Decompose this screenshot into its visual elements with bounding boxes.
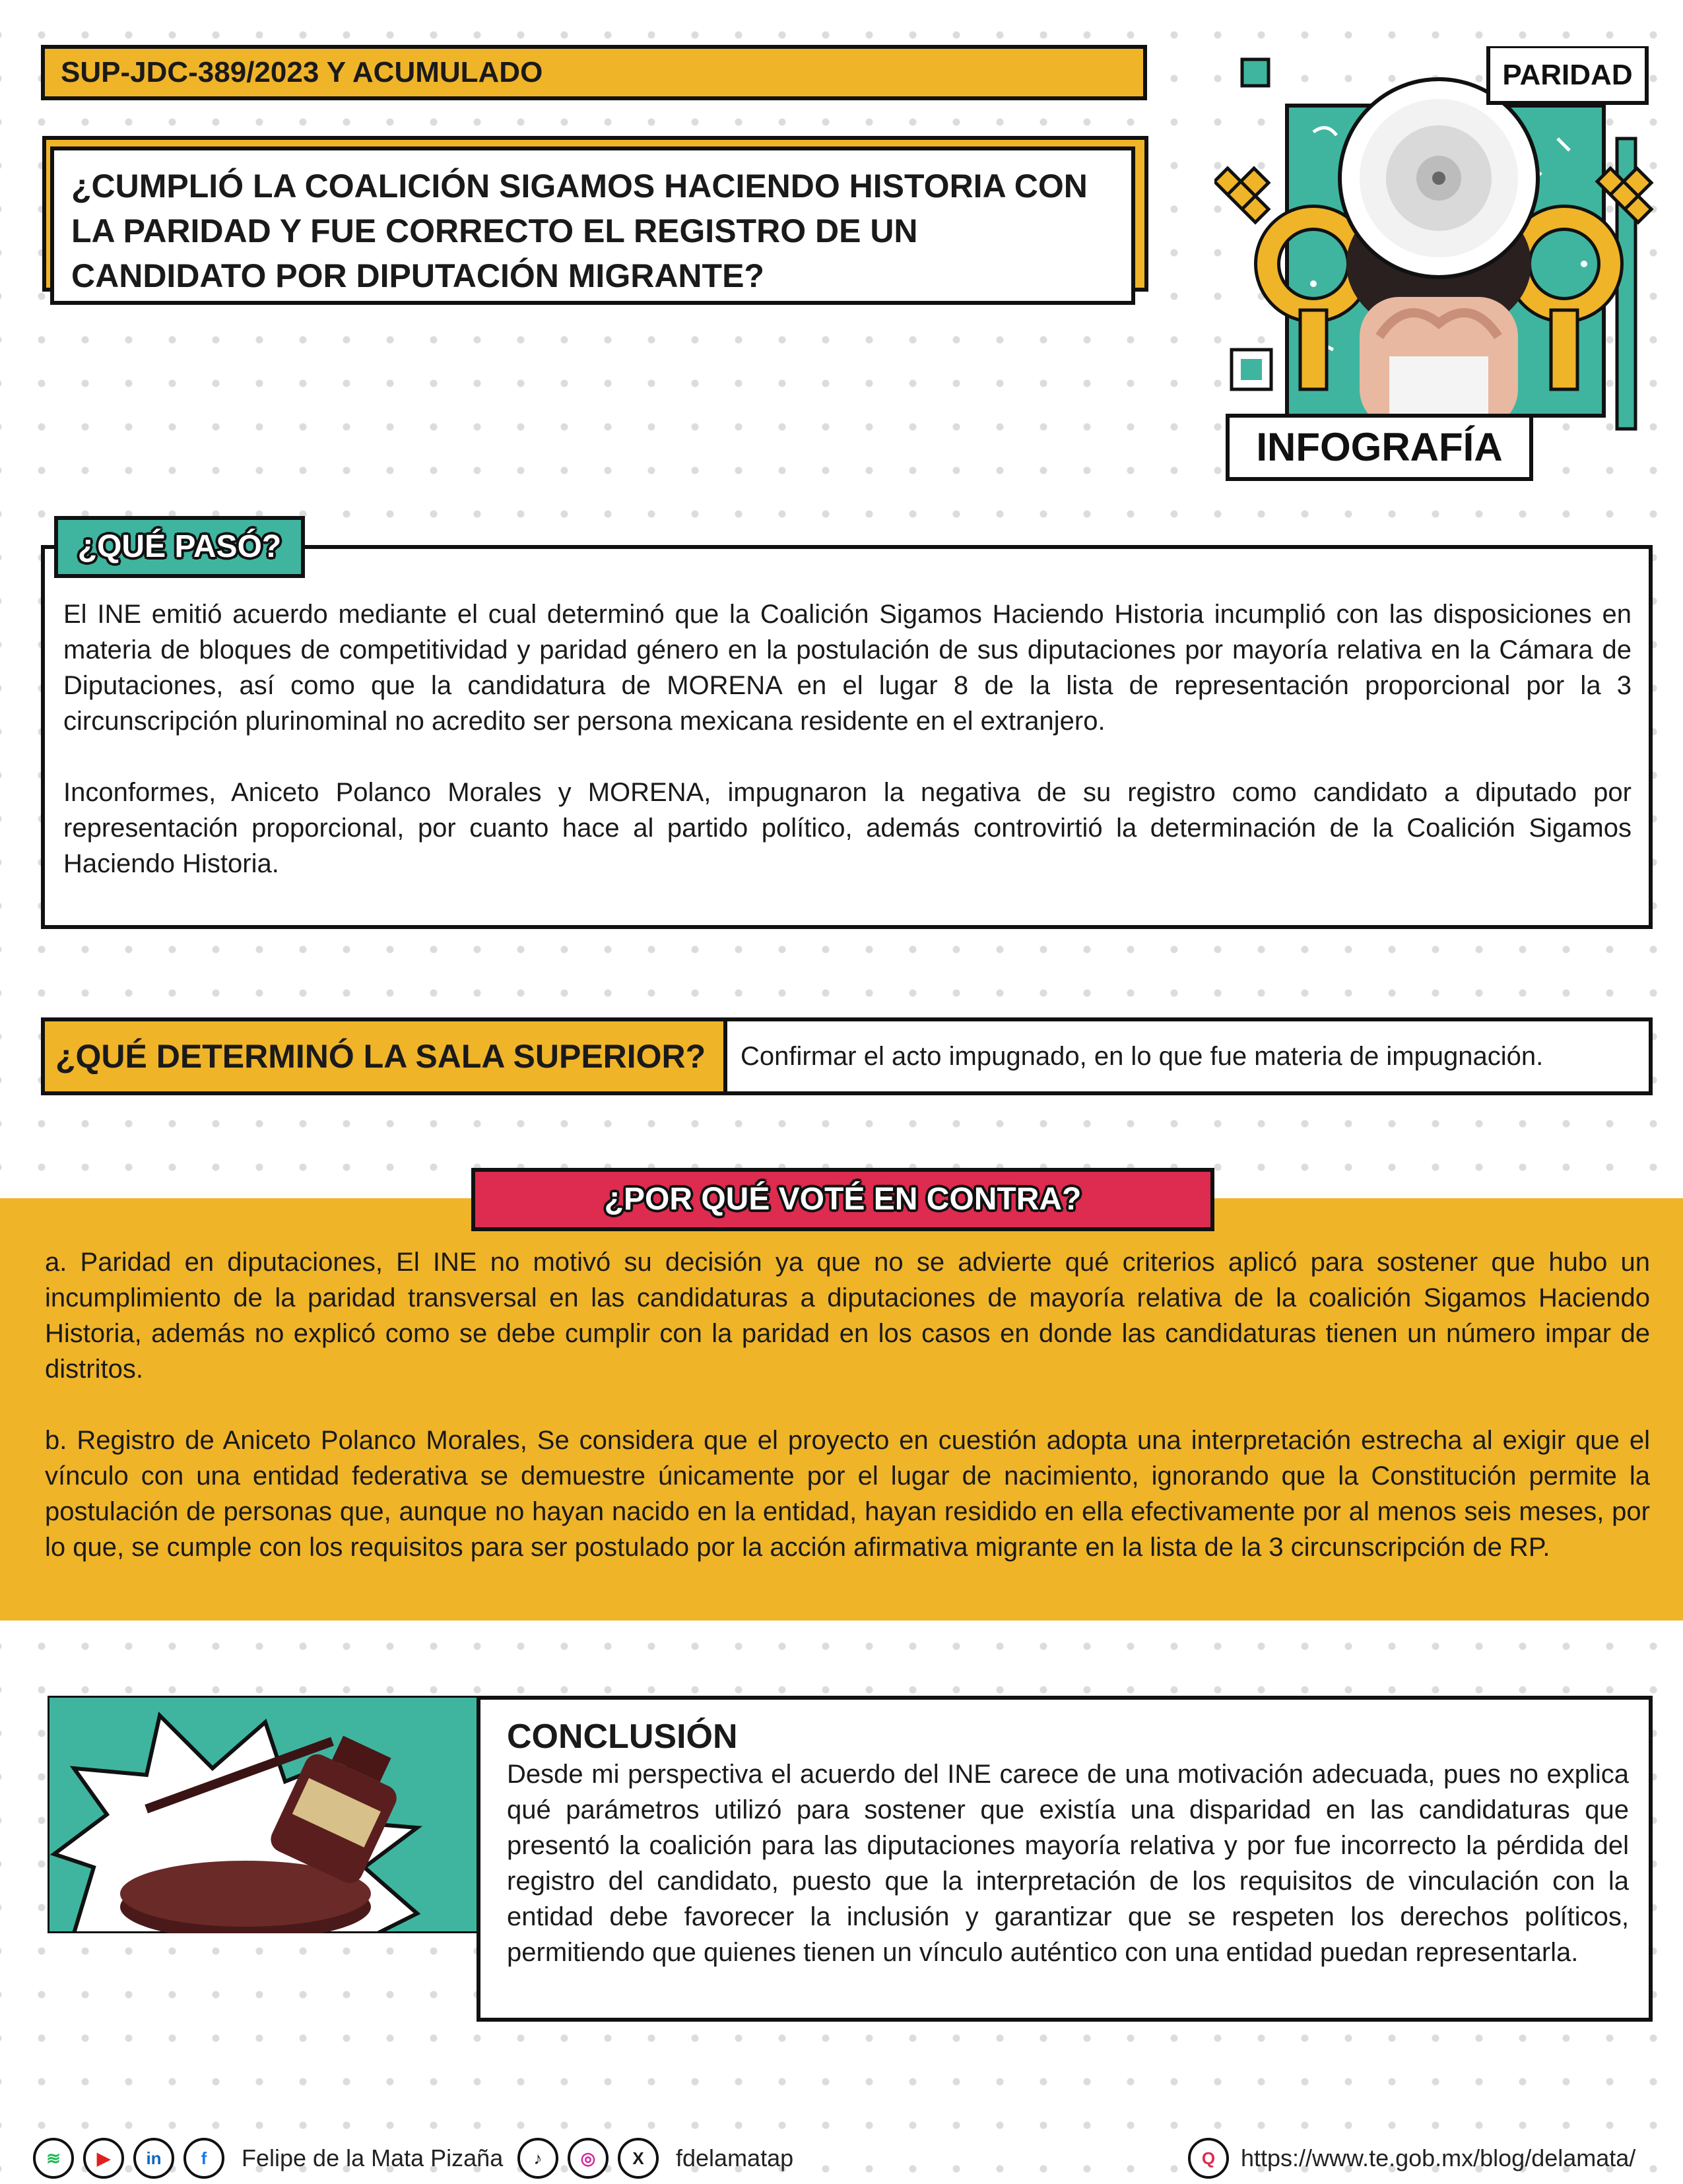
youtube-icon[interactable]: ▶: [83, 2138, 124, 2179]
spotify-icon[interactable]: ≋: [33, 2138, 74, 2179]
what-happened-paragraph-1: El INE emitió acuerdo mediante el cual determinó que la Coalición Sigamos Haciendo Historia incumplió con las disposiciones en materia de bloques de competitividad y paridad género en la postulación de sus diputaciones por mayoría relativa en la Cámara de Diputaciones, así como que la candidatura de MORENA en el lugar 8 de la lista de representación proporcional por la 3 circunscripción plurinominal no acredito ser persona mexicana residente en el extranjero.: [63, 600, 1632, 736]
facebook-icon[interactable]: f: [183, 2138, 224, 2179]
social-handle: fdelamatap: [676, 2144, 794, 2171]
footer: [26, 2131, 1657, 2184]
teal-small-square: [1242, 59, 1269, 86]
gavel-illustration: [48, 1696, 483, 1933]
dissent-label: ¿POR QUÉ VOTÉ EN CONTRA?: [471, 1168, 1214, 1231]
topic-tag: PARIDAD: [1502, 59, 1633, 91]
instagram-icon[interactable]: ◎: [568, 2138, 609, 2179]
conclusion-title: CONCLUSIÓN: [507, 1718, 738, 1756]
determination-answer: Confirmar el acto impugnado, en lo que fue materia de impugnación.: [723, 1017, 1653, 1095]
tiktok-icon[interactable]: ♪: [517, 2138, 558, 2179]
megaphone-icon: [1340, 79, 1538, 277]
type-tag: INFOGRAFÍA: [1256, 425, 1503, 469]
determination-label: ¿QUÉ DETERMINÓ LA SALA SUPERIOR?: [41, 1017, 727, 1095]
page-title: ¿CUMPLIÓ LA COALICIÓN SIGAMOS HACIENDO HISTORIA CON LA PARIDAD Y FUE CORRECTO EL REGISTRO DE UN CANDIDATO POR DIPUTACIÓN MIGRANTE?: [50, 146, 1135, 305]
x-icon[interactable]: X: [618, 2138, 659, 2179]
website-url[interactable]: https://www.te.gob.mx/blog/delamata/: [1241, 2144, 1636, 2171]
dissent-paragraph-b: b. Registro de Aniceto Polanco Morales, Se considera que el proyecto en cuestión adopta una interpretación estrecha al exigir que el vínculo con una entidad federativa se demuestre únicamente por el lugar de nacimiento, ignorando que la Constitución permite la postulación de personas que, aunque no hayan nacido en la entidad, hayan residido en ella efectivamente por al menos seis meses, por lo que, se cumple con los requisitos para ser postulado por la acción afirmativa migrante en la lista de la 3 circunscripción de RP.: [45, 1426, 1650, 1562]
conclusion-panel: [477, 1696, 1653, 2022]
hero-illustration: [1214, 46, 1663, 482]
dissent-paragraph-a: a. Paridad en diputaciones, El INE no motivó su decisión ya que no se advierte qué criterios aplicó para sostener que hubo un incumplimiento de la paridad transversal en las candidaturas a diputaciones de mayoría relativa de la coalición Sigamos Haciendo Historia, además no explicó como se debe cumplir con la paridad en los casos en donde las candidaturas tienen un número impar de distritos.: [45, 1248, 1650, 1384]
website-icon[interactable]: Q: [1188, 2138, 1229, 2179]
dissent-text: [45, 1244, 1650, 1565]
what-happened-label: ¿QUÉ PASÓ?: [54, 516, 305, 578]
conclusion-text: Desde mi perspectiva el acuerdo del INE carece de una motivación adecuada, pues no explica qué parámetros utilizó para sostener que existía una disparidad en las candidaturas que presentó la coalición para las diputaciones mayoría relativa y por fue incorrecto la pérdida del registro del candidato, puesto que la interpretación de los requisitos de vinculación con la entidad debe favorecer la inclusión y garantizar que se respeten los derechos políticos, permitiendo que quienes tienen un vínculo auténtico con una entidad puedan representarla.: [507, 1760, 1629, 1967]
what-happened-paragraph-2: Inconformes, Aniceto Polanco Morales y MORENA, impugnaron la negativa de su registro como candidato a diputado por representación proporcional, por cuanto hace al partido político, además controvirtió la determinación de la Coalición Sigamos Haciendo Historia.: [63, 778, 1632, 878]
case-number-tag: SUP-JDC-389/2023 Y ACUMULADO: [41, 45, 1147, 100]
author-name: Felipe de la Mata Pizaña: [242, 2144, 504, 2171]
linkedin-icon[interactable]: in: [133, 2138, 174, 2179]
what-happened-panel: [41, 545, 1653, 929]
